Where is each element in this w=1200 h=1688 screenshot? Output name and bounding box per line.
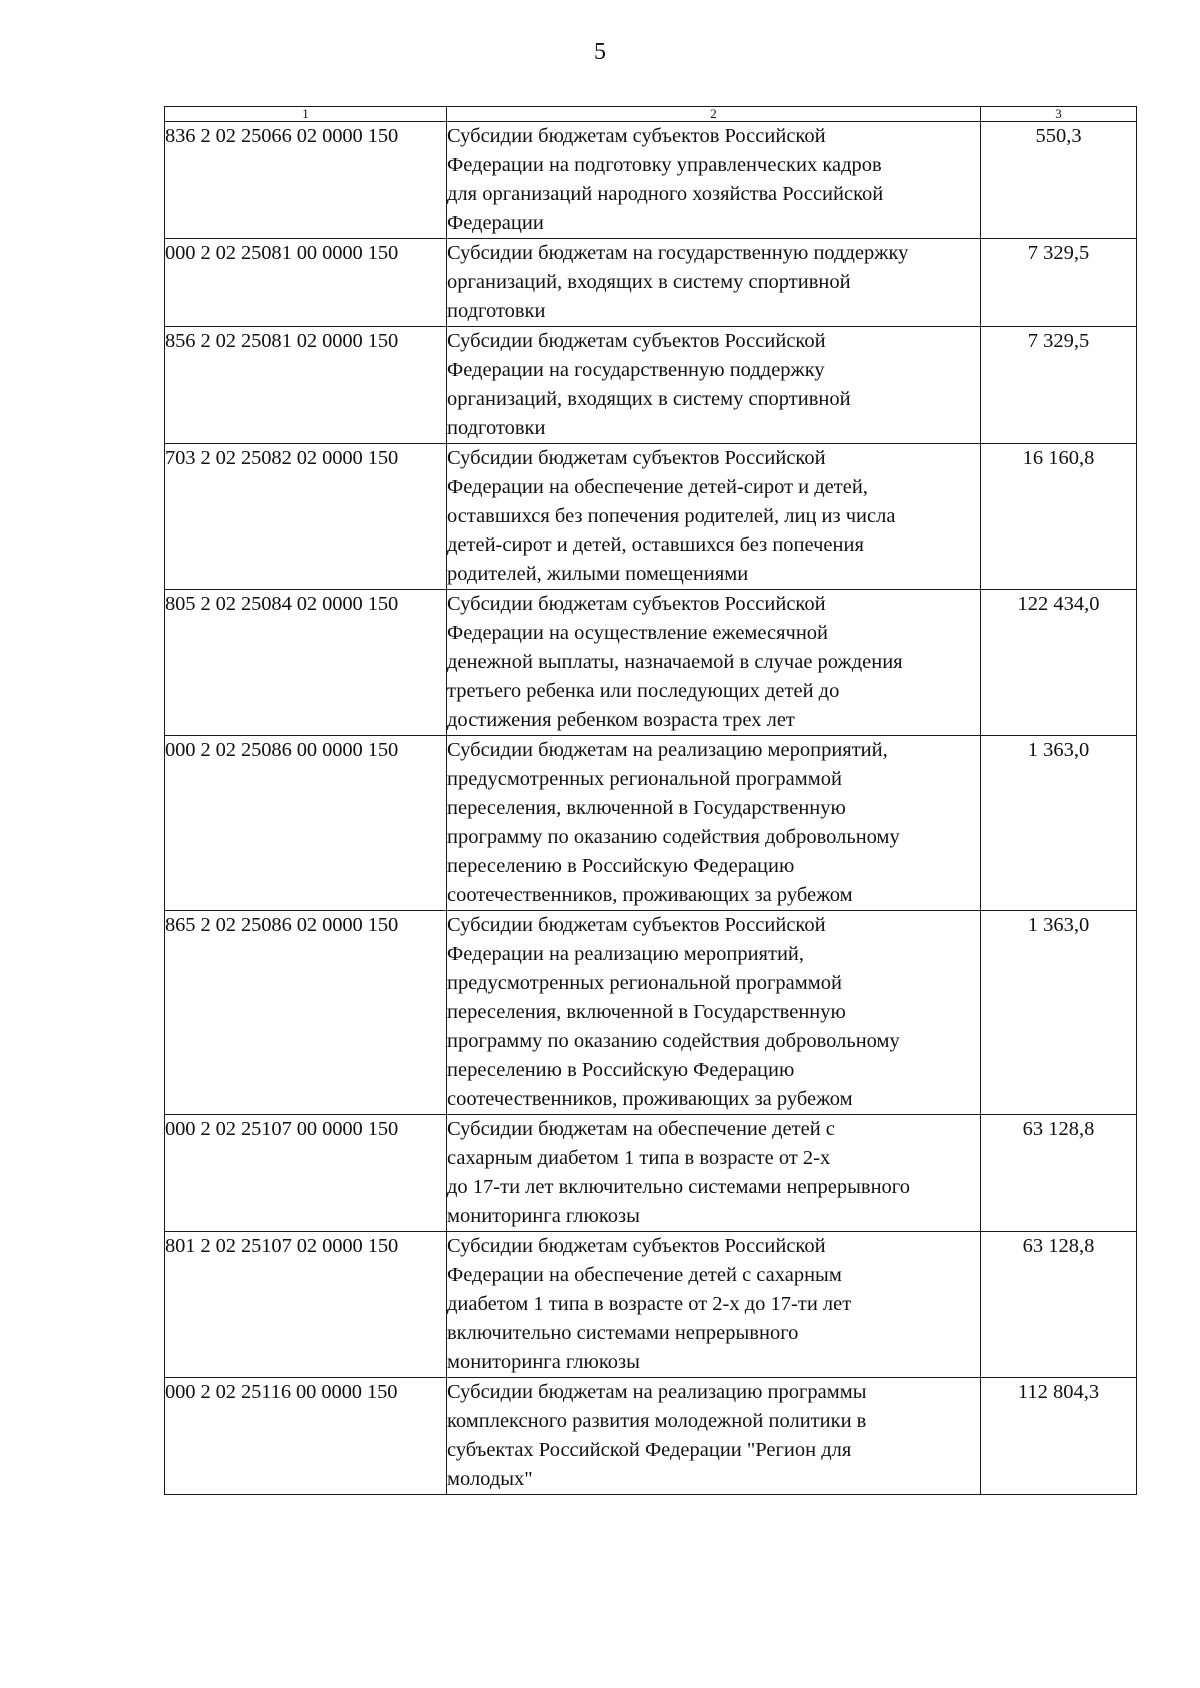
column-header-amount: 3 <box>981 107 1137 122</box>
amount-value: 7 329,5 <box>981 327 1137 444</box>
description-line: соотечественников, проживающих за рубежом <box>447 884 853 906</box>
revenue-description <box>447 239 981 327</box>
description-line: оставшихся без попечения родителей, лиц из числа <box>447 505 896 527</box>
amount-value: 550,3 <box>981 122 1137 239</box>
revenue-description <box>447 590 981 736</box>
description-line: Субсидии бюджетам на государственную поддержку <box>447 242 909 264</box>
revenue-description <box>447 327 981 444</box>
budget-table <box>164 106 1137 1495</box>
description-line: переселению в Российскую Федерацию <box>447 1059 795 1081</box>
revenue-description <box>447 911 981 1115</box>
page-number: 5 <box>594 39 606 65</box>
description-line: переселения, включенной в Государственную <box>447 797 846 819</box>
description-line: Федерации <box>447 212 544 234</box>
description-line: Федерации на реализацию мероприятий, <box>447 943 805 965</box>
table-header-row <box>165 107 1137 122</box>
amount-value: 16 160,8 <box>981 444 1137 590</box>
description-line: диабетом 1 типа в возрасте от 2-х до 17-ти лет <box>447 1293 852 1315</box>
revenue-description <box>447 736 981 911</box>
table-row <box>165 327 1137 444</box>
amount-value: 63 128,8 <box>981 1232 1137 1378</box>
description-line: Субсидии бюджетам субъектов Российской <box>447 447 826 469</box>
description-line: Субсидии бюджетам субъектов Российской <box>447 1235 826 1257</box>
amount-value: 112 804,3 <box>981 1378 1137 1495</box>
description-line: денежной выплаты, назначаемой в случае рождения <box>447 651 903 673</box>
description-line: мониторинга глюкозы <box>447 1351 640 1373</box>
description-line: Федерации на государственную поддержку <box>447 359 825 381</box>
table-body <box>165 122 1137 1495</box>
amount-value: 1 363,0 <box>981 736 1137 911</box>
table-row <box>165 590 1137 736</box>
description-line: организаций, входящих в систему спортивной <box>447 388 851 410</box>
amount-value: 7 329,5 <box>981 239 1137 327</box>
revenue-description <box>447 1378 981 1495</box>
description-line: комплексного развития молодежной политики в <box>447 1410 867 1432</box>
amount-value: 63 128,8 <box>981 1115 1137 1232</box>
table-row <box>165 444 1137 590</box>
description-line: Федерации на осуществление ежемесячной <box>447 622 829 644</box>
description-line: организаций, входящих в систему спортивной <box>447 271 851 293</box>
description-line: до 17-ти лет включительно системами непрерывного <box>447 1176 910 1198</box>
budget-classification-code: 000 2 02 25081 00 0000 150 <box>165 239 447 327</box>
description-line: третьего ребенка или последующих детей до <box>447 680 840 702</box>
description-line: сахарным диабетом 1 типа в возрасте от 2-х <box>447 1147 831 1169</box>
description-line: молодых" <box>447 1468 533 1490</box>
description-line: субъектах Российской Федерации "Регион для <box>447 1439 852 1461</box>
amount-value: 1 363,0 <box>981 911 1137 1115</box>
description-line: переселения, включенной в Государственную <box>447 1001 846 1023</box>
budget-classification-code: 000 2 02 25107 00 0000 150 <box>165 1115 447 1232</box>
description-line: программу по оказанию содействия добровольному <box>447 826 900 848</box>
column-header-description: 2 <box>447 107 981 122</box>
budget-classification-code: 856 2 02 25081 02 0000 150 <box>165 327 447 444</box>
description-line: родителей, жилыми помещениями <box>447 563 749 585</box>
description-line: Субсидии бюджетам на реализацию программы <box>447 1381 867 1403</box>
column-header-code: 1 <box>165 107 447 122</box>
description-line: детей-сирот и детей, оставшихся без попечения <box>447 534 864 556</box>
budget-classification-code: 000 2 02 25116 00 0000 150 <box>165 1378 447 1495</box>
description-line: Субсидии бюджетам на реализацию мероприятий, <box>447 739 888 761</box>
table-row <box>165 1115 1137 1232</box>
description-line: достижения ребенком возраста трех лет <box>447 709 795 731</box>
description-line: Федерации на обеспечение детей-сирот и детей, <box>447 476 868 498</box>
budget-classification-code: 000 2 02 25086 00 0000 150 <box>165 736 447 911</box>
description-line: подготовки <box>447 417 546 439</box>
budget-classification-code: 865 2 02 25086 02 0000 150 <box>165 911 447 1115</box>
description-line: Субсидии бюджетам на обеспечение детей с <box>447 1118 835 1140</box>
description-line: соотечественников, проживающих за рубежом <box>447 1088 853 1110</box>
description-line: Субсидии бюджетам субъектов Российской <box>447 125 826 147</box>
description-line: для организаций народного хозяйства Российской <box>447 183 884 205</box>
description-line: Федерации на подготовку управленческих кадров <box>447 154 882 176</box>
description-line: Субсидии бюджетам субъектов Российской <box>447 330 826 352</box>
budget-classification-code: 836 2 02 25066 02 0000 150 <box>165 122 447 239</box>
description-line: предусмотренных региональной программой <box>447 768 842 790</box>
amount-value: 122 434,0 <box>981 590 1137 736</box>
revenue-description <box>447 1232 981 1378</box>
table-row <box>165 736 1137 911</box>
table-row <box>165 239 1137 327</box>
description-line: предусмотренных региональной программой <box>447 972 842 994</box>
description-line: мониторинга глюкозы <box>447 1205 640 1227</box>
table-row <box>165 911 1137 1115</box>
description-line: Субсидии бюджетам субъектов Российской <box>447 593 826 615</box>
table-row <box>165 1378 1137 1495</box>
description-line: переселению в Российскую Федерацию <box>447 855 795 877</box>
description-line: программу по оказанию содействия добровольному <box>447 1030 900 1052</box>
budget-classification-code: 703 2 02 25082 02 0000 150 <box>165 444 447 590</box>
revenue-description <box>447 1115 981 1232</box>
description-line: подготовки <box>447 300 546 322</box>
budget-classification-code: 801 2 02 25107 02 0000 150 <box>165 1232 447 1378</box>
table-row <box>165 122 1137 239</box>
description-line: Субсидии бюджетам субъектов Российской <box>447 914 826 936</box>
revenue-description <box>447 122 981 239</box>
description-line: включительно системами непрерывного <box>447 1322 799 1344</box>
table-row <box>165 1232 1137 1378</box>
description-line: Федерации на обеспечение детей с сахарным <box>447 1264 842 1286</box>
budget-classification-code: 805 2 02 25084 02 0000 150 <box>165 590 447 736</box>
revenue-description <box>447 444 981 590</box>
